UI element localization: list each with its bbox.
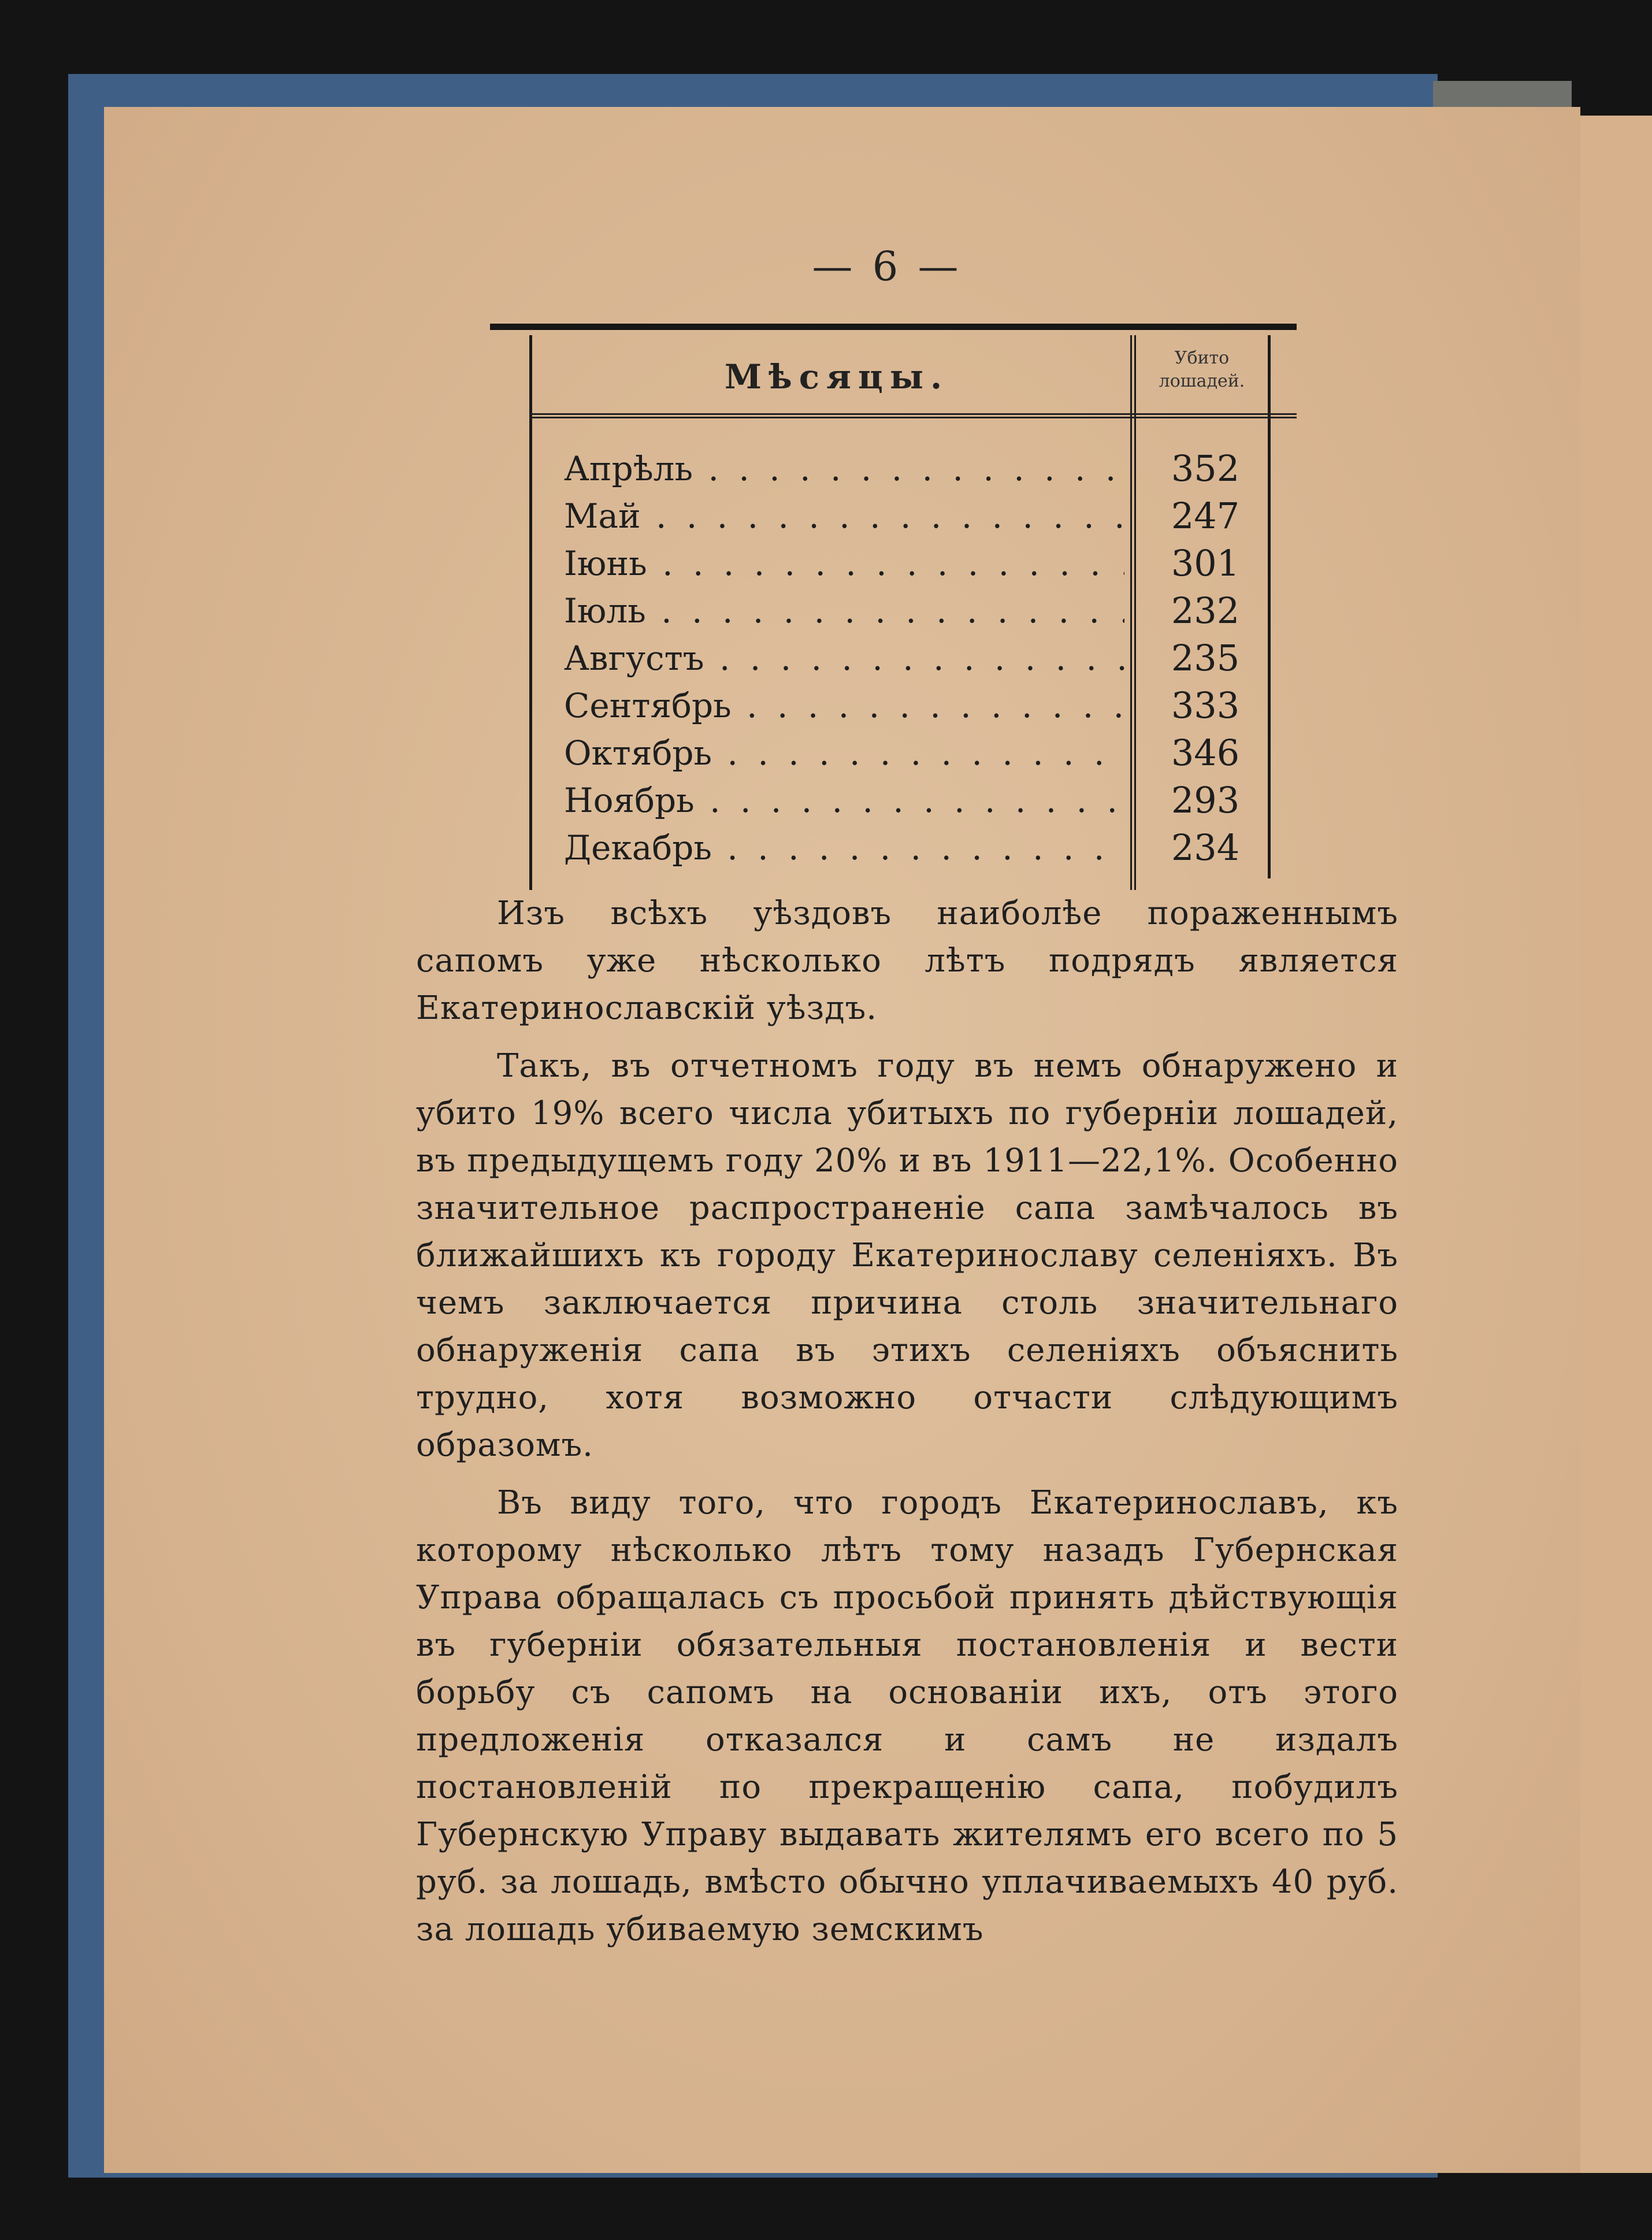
table-row: [490, 492, 1297, 540]
killed-count: 247: [1171, 495, 1240, 537]
body-text: [416, 890, 1398, 1964]
killed-count: 293: [1171, 779, 1240, 821]
table-header-rule: [529, 413, 1297, 418]
monthly-killed-horses-table: [490, 324, 1297, 878]
killed-count: 235: [1171, 637, 1240, 679]
killed-count: 352: [1171, 447, 1240, 489]
header-months: Мѣсяцы.: [724, 357, 949, 396]
killed-count: 346: [1171, 732, 1240, 774]
table-row: [490, 729, 1297, 777]
month-name: Ноябрь . . .: [564, 777, 1124, 824]
table-row: [490, 682, 1297, 729]
page-number: — 6 —: [812, 243, 962, 290]
table-row: [490, 777, 1297, 824]
table-row: [490, 540, 1297, 587]
paragraph-3: Въ виду того, что городъ Екатеринославъ, къ которому нѣсколько лѣтъ тому назадъ Губернская Управа обращалась съ просьбой принять дѣйствующія въ губерніи обязательныя постановленія и вести борьбу съ сапомъ на основаніи ихъ, отъ этого предложенія отказался и самъ не издалъ постановленій по прекращенію сапа, побудилъ Губернскую Управу выдавать жителямъ его всего по 5 руб. за лошадь, вмѣсто обычно уплачиваемыхъ 40 руб. за лошадь убиваемую земскимъ: [416, 1484, 1398, 1948]
killed-count: 234: [1171, 826, 1240, 869]
killed-count: 232: [1171, 589, 1240, 632]
paragraph-1: Изъ всѣхъ уѣздовъ наиболѣе пораженнымъ сапомъ уже нѣсколько лѣтъ подрядъ является Екатеринославскій уѣздъ.: [416, 895, 1398, 1027]
month-name: Апрѣль . . .: [564, 445, 1124, 492]
header-killed: [1136, 347, 1268, 393]
header-killed-line2: лошадей.: [1159, 371, 1245, 391]
paragraph-2: Такъ, въ отчетномъ году въ немъ обнаружено и убито 19% всего числа убитыхъ по губерніи лошадей, въ предыдущемъ году 20% и въ 1911—22,1%. Особенно значительное распространеніе сапа замѣчалось въ ближайшихъ къ городу Екатеринославу селеніяхъ. Въ чемъ заключается причина столь значительнаго обнаруженія сапа въ этихъ селеніяхъ объяснить трудно, хотя возможно отчасти слѣдующимъ образомъ.: [416, 1047, 1398, 1464]
month-name: Май . . .: [564, 492, 1124, 540]
killed-count: 333: [1171, 684, 1240, 726]
month-name: Октябрь . . .: [564, 729, 1124, 777]
header-killed-line1: Убито: [1174, 348, 1230, 368]
killed-count: 301: [1171, 542, 1240, 584]
month-name: Іюль . . .: [564, 587, 1124, 635]
month-name: Декабрь . . .: [564, 824, 1124, 871]
month-name: Августъ . . .: [564, 635, 1124, 682]
table-row: [490, 824, 1297, 871]
table-top-rule: [490, 324, 1297, 330]
month-name: Іюнь . . .: [564, 540, 1124, 587]
month-name: Сентябрь . . .: [564, 682, 1124, 729]
table-row: [490, 445, 1297, 492]
table-row: [490, 635, 1297, 682]
adjacent-page-edge: [1572, 116, 1652, 2173]
table-row: [490, 587, 1297, 635]
